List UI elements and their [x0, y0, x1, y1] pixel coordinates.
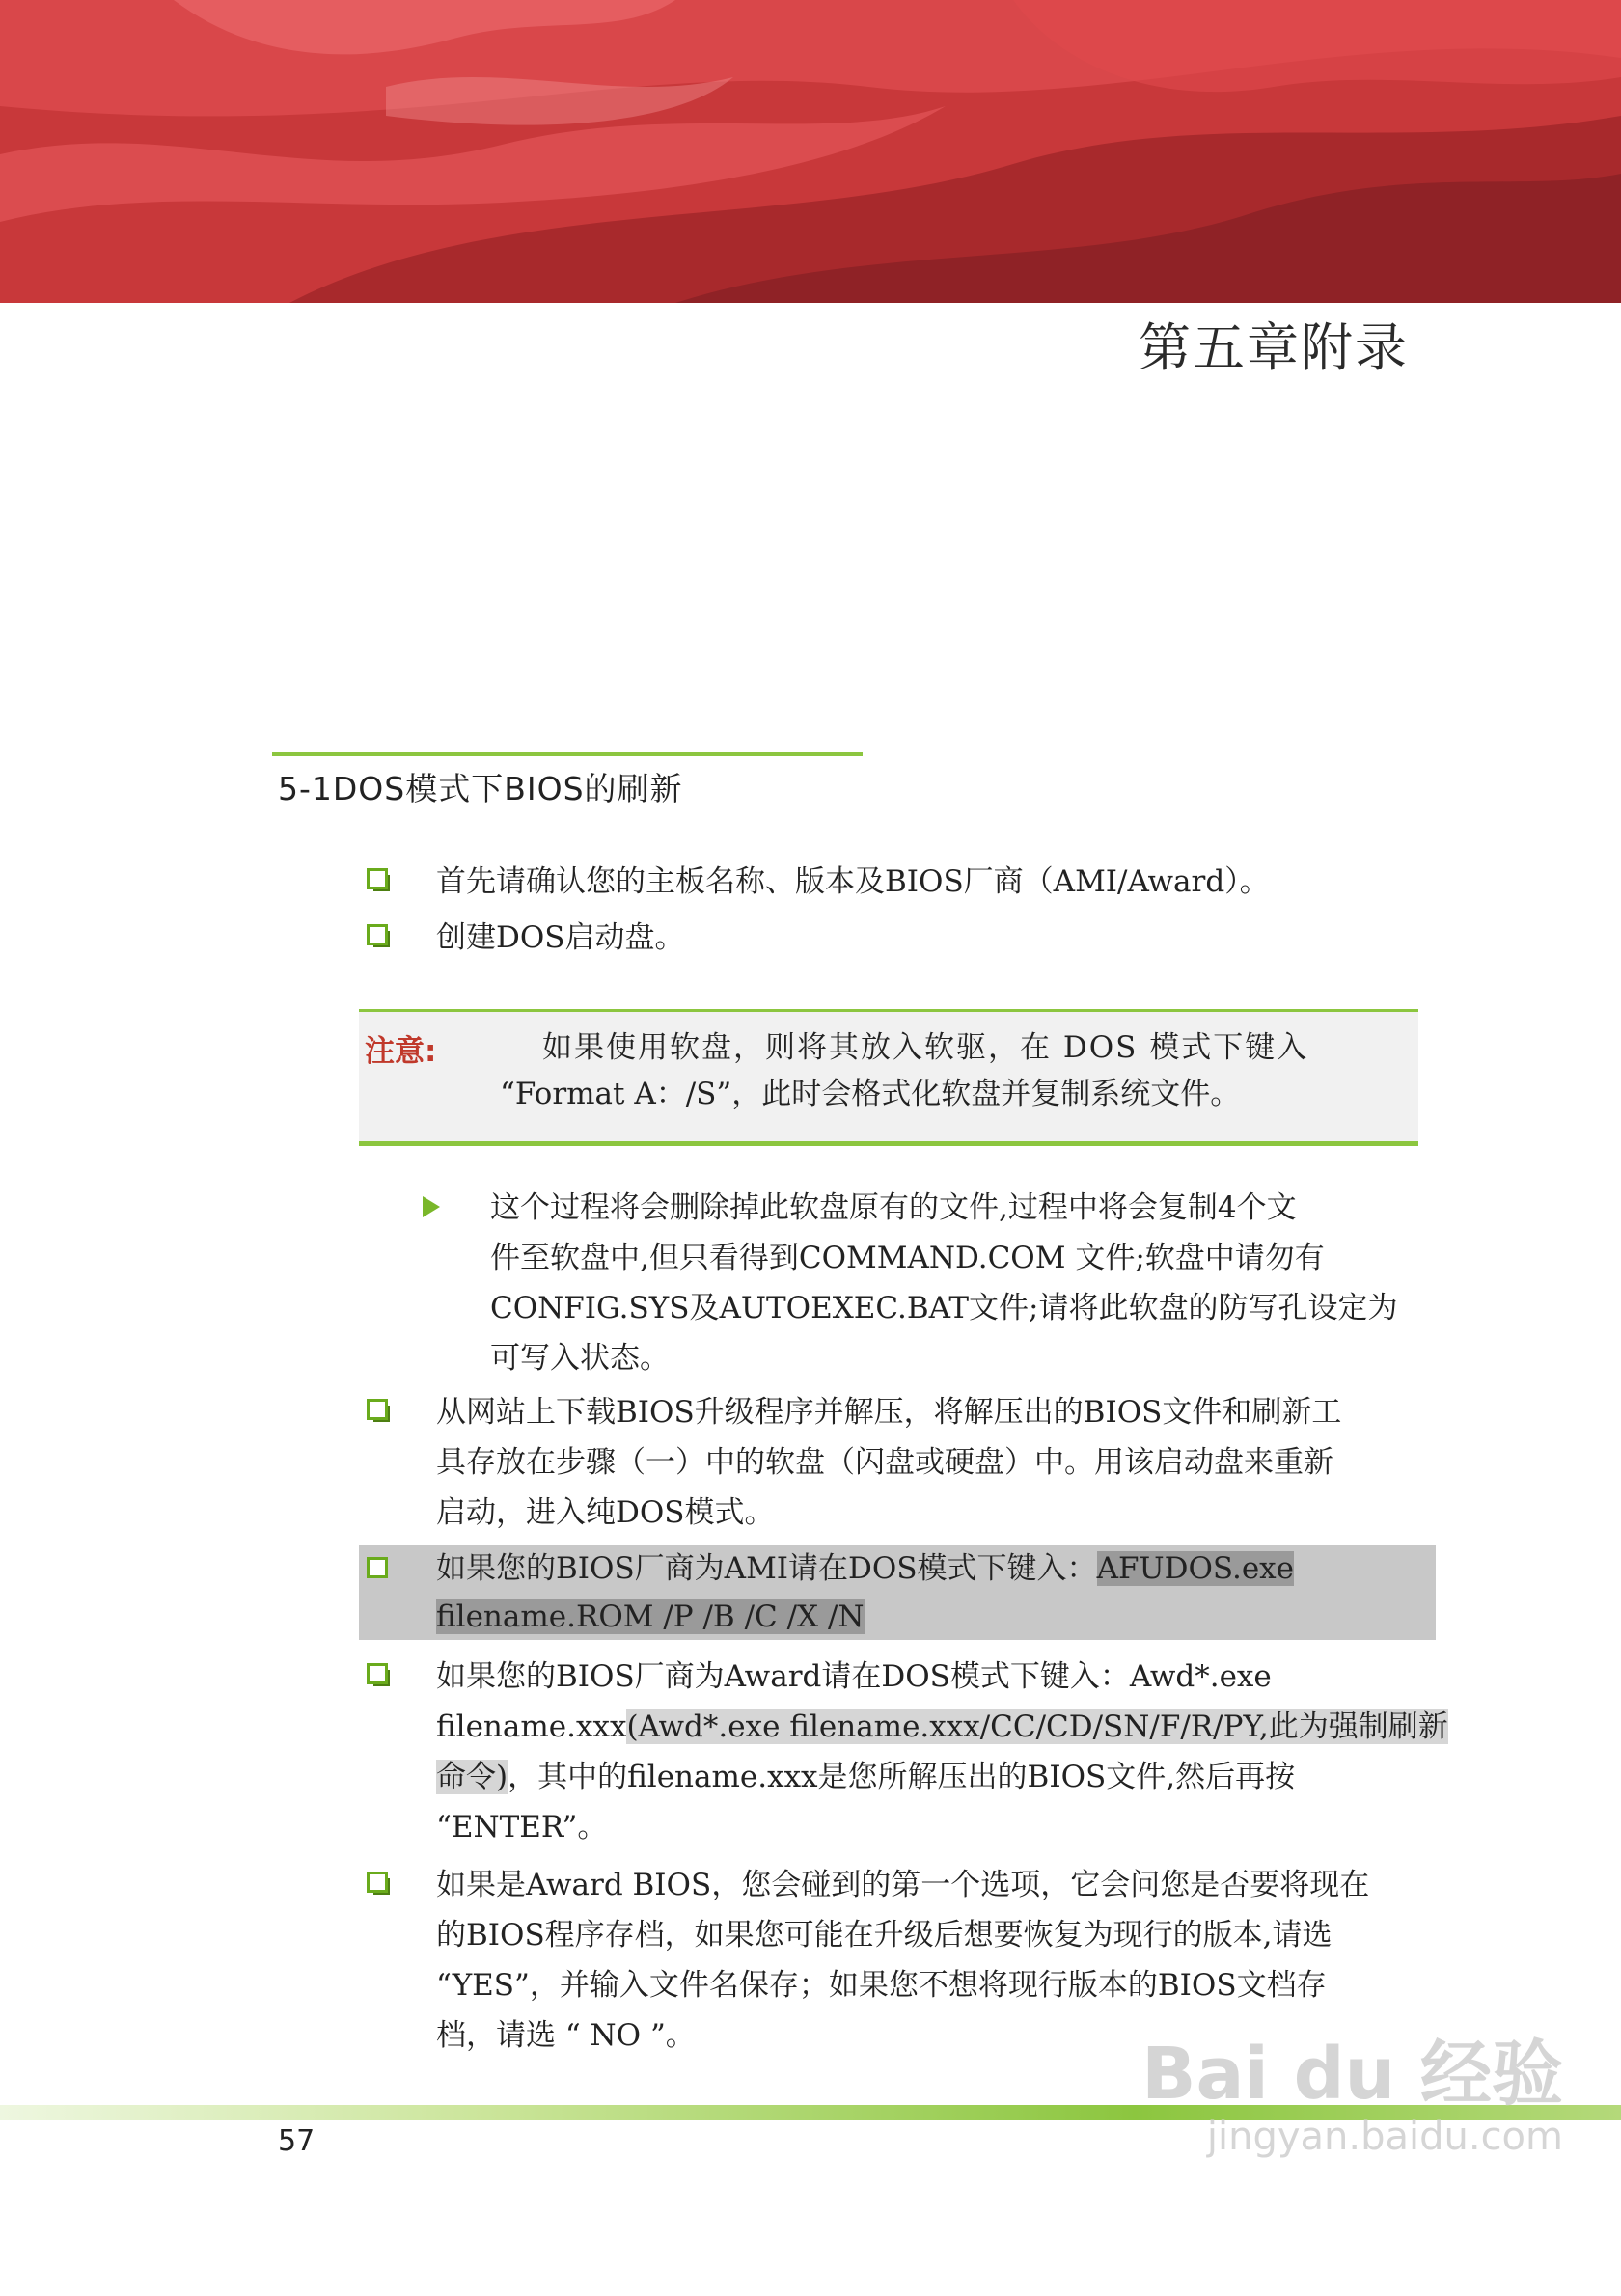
step-1-text: 首先请确认您的主板名称、版本及BIOS厂商（AMI/Award）。	[436, 864, 1270, 899]
step-6-line-2: 的BIOS程序存档，如果您可能在升级后想要恢复为现行的版本,请选	[436, 1918, 1333, 1953]
note-line-2: “Format A：/S”，此时会格式化软盘并复制系统文件。	[500, 1077, 1241, 1111]
step-6-line-1: 如果是Award BIOS，您会碰到的第一个选项，它会问您是否要将现在	[436, 1868, 1370, 1902]
step-6-line-3: “YES”，并输入文件名保存；如果您不想将现行版本的BIOS文档存	[436, 1968, 1327, 2003]
step-5-line-4: “ENTER”。	[436, 1810, 608, 1845]
section-rule	[272, 752, 863, 756]
step-5-command: (Awd*.exe filename.xxx/CC/CD/SN/F/R/PY,此为强制刷新	[626, 1709, 1448, 1744]
header-banner	[0, 0, 1621, 303]
step-3-line-3: 启动，进入纯DOS模式。	[436, 1495, 775, 1530]
watermark-url: jingyan.baidu.com	[1206, 2115, 1563, 2159]
step-5-command-end: 命令)	[436, 1760, 508, 1794]
banner-artwork	[0, 0, 1621, 303]
sub-line-1: 这个过程将会删除掉此软盘原有的文件,过程中将会复制4个文	[490, 1190, 1297, 1225]
sub-line-3: CONFIG.SYS及AUTOEXEC.BAT文件;请将此软盘的防写孔设定为	[490, 1291, 1398, 1326]
step-3-line-2: 具存放在步骤（一）中的软盘（闪盘或硬盘）中。用该启动盘来重新	[436, 1445, 1333, 1480]
step-4-command-b: filename.ROM /P /B /C /X /N	[436, 1599, 865, 1634]
watermark-logo	[1141, 2033, 1563, 2161]
step-6-line-4: 档，请选 “ NO ”。	[436, 2018, 696, 2053]
checkbox-bullet-icon	[367, 1557, 390, 1580]
sub-line-2: 件至软盘中,但只看得到COMMAND.COM 文件;软盘中请勿有	[490, 1241, 1325, 1275]
checkbox-bullet-icon	[367, 1399, 390, 1422]
step-5-line-2	[436, 1702, 1448, 1752]
chapter-title: 第五章附录	[1139, 317, 1409, 378]
note-line-1: 如果使用软盘，则将其放入软驱，在 DOS 模式下键入	[542, 1030, 1309, 1065]
section-title: 5-1DOS模式下BIOS的刷新	[278, 770, 683, 807]
step-5-line-1: 如果您的BIOS厂商为Award请在DOS模式下键入：Awd*.exe	[436, 1659, 1272, 1694]
checkbox-bullet-icon	[367, 924, 390, 947]
watermark-brand: Bai du 经验	[1141, 2033, 1563, 2116]
step-4-command-a: AFUDOS.exe	[1096, 1551, 1295, 1586]
step-4-line-2	[436, 1592, 865, 1642]
step-4-line-1a: 如果您的BIOS厂商为AMI请在DOS模式下键入：	[436, 1551, 1097, 1586]
step-5-line-3	[436, 1752, 1295, 1802]
page-number: 57	[278, 2124, 316, 2158]
step-4-line-1	[436, 1544, 1294, 1594]
checkbox-bullet-icon	[367, 868, 390, 891]
arrow-bullet-icon	[423, 1196, 440, 1217]
sub-line-4: 可写入状态。	[490, 1341, 670, 1376]
step-2-text: 创建DOS启动盘。	[436, 920, 685, 955]
checkbox-bullet-icon	[367, 1663, 390, 1686]
checkbox-bullet-icon	[367, 1872, 390, 1895]
step-5-line-3b: ，其中的filename.xxx是您所解压出的BIOS文件,然后再按	[508, 1760, 1296, 1794]
note-label: 注意:	[365, 1034, 437, 1069]
step-5-line-2a: filename.xxx	[436, 1709, 627, 1744]
step-3-line-1: 从网站上下载BIOS升级程序并解压，将解压出的BIOS文件和刷新工	[436, 1395, 1342, 1430]
